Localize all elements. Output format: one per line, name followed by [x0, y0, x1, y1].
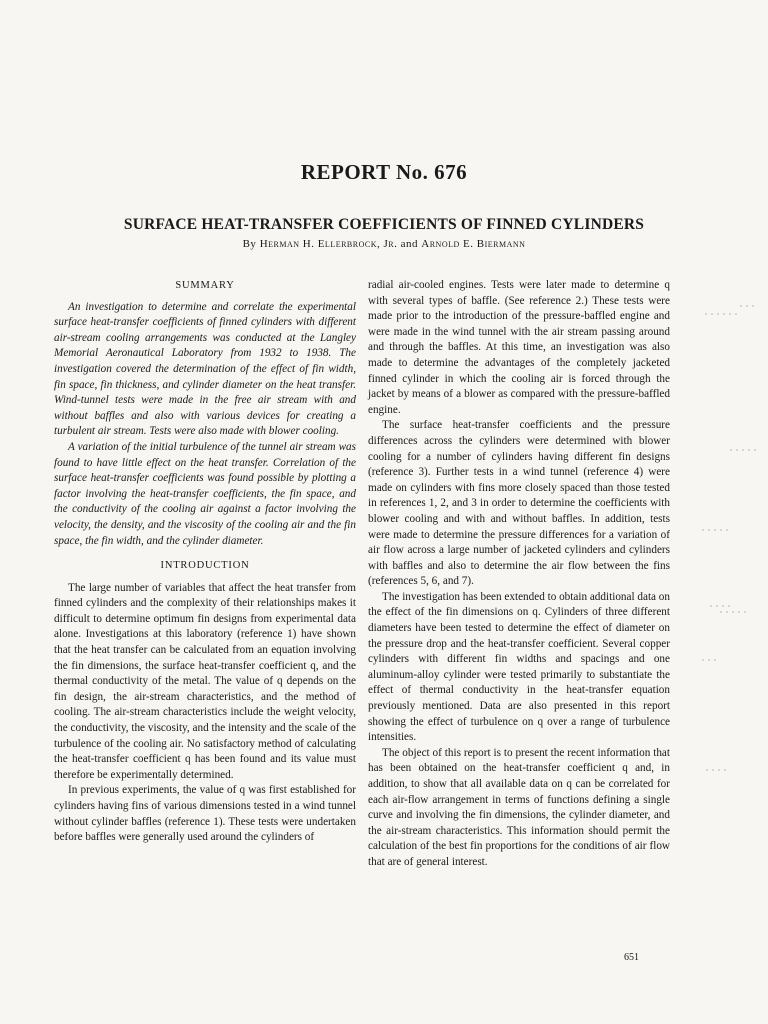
margin-scan-marks	[700, 300, 760, 820]
summary-paragraph-2: A variation of the initial turbulence of the tunnel air stream was found to have little effect on the heat transfer. Correlation of the surface heat-transfer coefficients was found possible by plotting a factor involving the heat-transfer coefficients, the fin space, and the conductivity of the cooling air against a factor involving the velocity, the density, and the viscosity of the cooling air and the fin space, the fin width, and the cylinder diameter.	[54, 440, 356, 547]
paper-title: SURFACE HEAT-TRANSFER COEFFICIENTS OF FINNED CYLINDERS	[123, 216, 645, 233]
author-1: Herman H. Ellerbrock, Jr.	[259, 238, 398, 250]
byline	[0, 238, 768, 250]
right-paragraph-4: The object of this report is to present the recent information that has been obtained on the heat-transfer coefficient q and, in addition, to show that all available data on q can be correlated for each air-flow arrangement in terms of functions defining a single curve and involving the fin dimensions, the cylinder diameter, and the air-stream characteristics. This information should permit the calculation of the best fin proportions for the conditions of air flow that are of general interest.	[368, 746, 670, 868]
summary-paragraph-1: An investigation to determine and correlate the experimental surface heat-transfer coefficients of finned cylinders with different air-stream cooling arrangements was conducted at the Langley Memorial Aeronautical Laboratory from 1932 to 1938. The investigation covered the determination of the effect of fin width, fin space, fin thickness, and cylinder diameter on the heat transfer. Wind-tunnel tests were made in the free air stream with and without baffles and also with various devices for creating a turbulent air stream. Tests were also made with blower cooling.	[54, 300, 356, 438]
right-paragraph-3: The investigation has been extended to obtain additional data on the effect of the fin dimensions on q. Cylinders of three different diameters have been tested to determine the effect of diameter on the pressure drop and the heat-transfer coefficient. Several copper cylinders with different fin widths and spacings and one aluminum-alloy cylinder were tested primarily to substantiate the effect of thermal conductivity in the heat-transfer equation previously mentioned. Data are also presented in this report showing the effect of turbulence on q over a range of turbulence intensities.	[368, 590, 670, 744]
byline-by: By	[242, 238, 257, 250]
right-paragraph-1: radial air-cooled engines. Tests were later made to determine q with several types of baffle. (See reference 2.) These tests were made prior to the introduction of the pressure-baffled engine and were made in the wind tunnel with the air stream passing around and through the baffles. At this time, an investigation was also made to determine the advantages of the completely jacketed finned cylinder in which the cooling air is forced through the jacket by means of a blower as compared with the pressure-baffled engine.	[368, 279, 670, 416]
right-column	[368, 278, 670, 871]
introduction-paragraph-1: The large number of variables that affect the heat transfer from finned cylinders and the complexity of their relationships makes it difficult to determine optimum fin designs from experimental data alone. Investigations at this laboratory (reference 1) have shown that the heat transfer can be calculated from an equation involving the fin dimensions, the surface heat-transfer coefficient q, and the thermal conductivity of the metal. The value of q depends on the fin design, the air-stream characteristics, and the method of cooling. The air-stream characteristics include the weight velocity, the conductivity, the viscosity, and the intensity and the scale of the turbulence of the cooling air. No satisfactory method of calculating the heat-transfer coefficient q has been found and its value must therefore be experimentally determined.	[54, 581, 356, 781]
left-column	[54, 278, 356, 846]
introduction-paragraph-2: In previous experiments, the value of q was first established for cylinders having fins of various dimensions tested in a wind tunnel without cylinder baffles (reference 1). These tests were undertaken before baffles were generally used around the cylinders of	[54, 784, 356, 844]
right-paragraph-2: The surface heat-transfer coefficients and the pressure differences across the cylinders were determined with blower cooling for a number of cylinders having different fin designs (reference 3). Further tests in a wind tunnel (reference 4) were made on cylinders with fins more closely spaced than those tested in references 1, 2, and 3 in order to determine the coefficients with blower cooling and with and without baffles. In addition, tests were made to determine the pressure differences for a variation of air flow across a large number of jacketed cylinders and cylinders with baffles and also to determine the air flow between the fins (references 5, 6, and 7).	[368, 419, 670, 588]
introduction-heading: INTRODUCTION	[160, 560, 250, 572]
summary-heading: SUMMARY	[175, 280, 235, 291]
page-number: 651	[624, 952, 639, 963]
report-number: REPORT No. 676	[300, 160, 468, 184]
byline-and: and	[400, 238, 419, 250]
author-2: Arnold E. Biermann	[421, 238, 526, 250]
